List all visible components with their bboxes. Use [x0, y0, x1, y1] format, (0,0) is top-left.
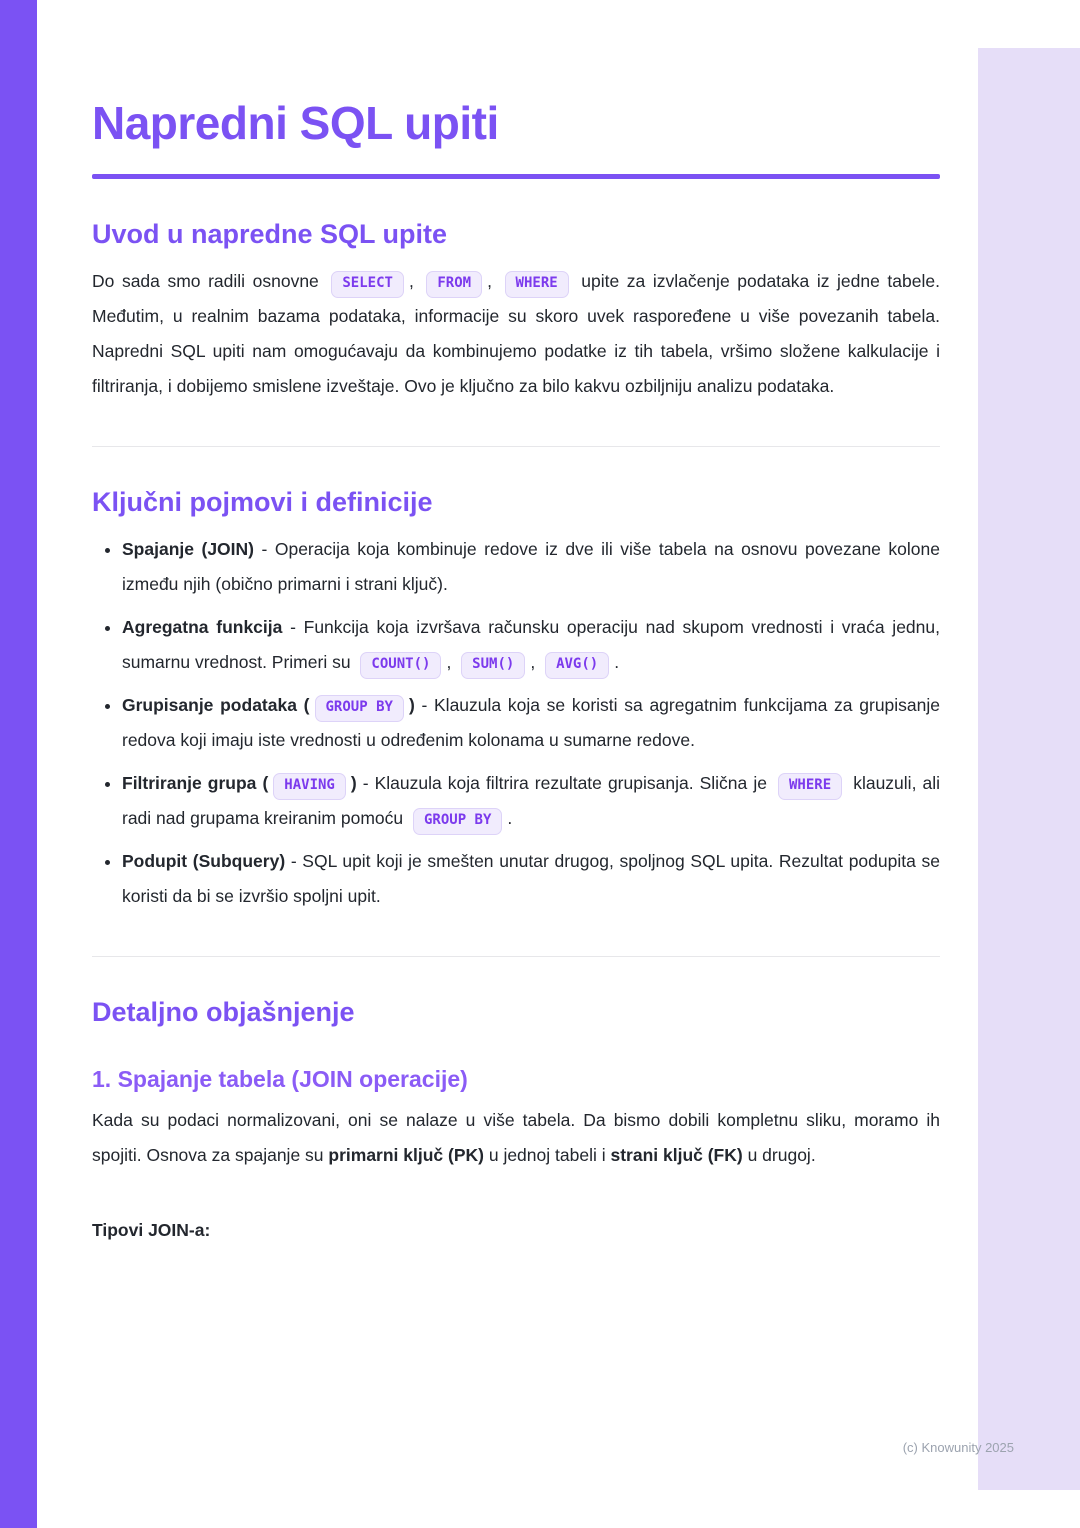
inline-code-chip: FROM	[426, 271, 482, 298]
inline-code-chip: GROUP BY	[315, 695, 404, 722]
text-segment: ,	[408, 271, 422, 291]
text-segment: u drugoj.	[742, 1145, 816, 1165]
text-segment: ,	[530, 652, 541, 672]
inline-code-chip: WHERE	[778, 773, 842, 800]
bold-text: Podupit (Subquery)	[122, 851, 286, 871]
content-area	[92, 0, 940, 1248]
text-segment: - Operacija koja kombinuje redove iz dve ili više tabela na osnovu povezane kolone između njih (obično primarni i strani ključ).	[122, 539, 940, 594]
term-item-grupisanje-podataka	[122, 688, 940, 758]
section-divider	[92, 446, 940, 447]
bold-text: strani ključ (FK)	[610, 1145, 743, 1165]
text-segment: - Klauzula koja filtrira rezultate grupisanja. Slična je	[356, 773, 773, 793]
details-paragraph	[92, 1103, 940, 1173]
term-item-podupit	[122, 844, 940, 914]
page-title: Napredni SQL upiti	[92, 97, 499, 149]
text-segment: .	[507, 808, 513, 828]
section-divider	[92, 956, 940, 957]
title-rule	[92, 174, 940, 179]
subsection-heading-join: 1. Spajanje tabela (JOIN operacije)	[92, 1066, 468, 1092]
inline-code-chip: AVG()	[545, 652, 609, 679]
bold-text: )	[350, 773, 357, 793]
term-item-spajanje	[122, 532, 940, 602]
term-item-filtriranje-grupa	[122, 766, 940, 836]
bold-text: )	[408, 695, 415, 715]
bold-text: Spajanje (JOIN)	[122, 539, 254, 559]
section-heading-detaljno: Detaljno objašnjenje	[92, 997, 355, 1027]
section-heading-uvod: Uvod u napredne SQL upite	[92, 219, 448, 249]
text-segment: ,	[446, 652, 457, 672]
text-segment: Do sada smo radili osnovne	[92, 271, 327, 291]
inline-code-chip: HAVING	[273, 773, 346, 800]
text-segment: upite za izvlačenje podataka iz jedne tabele. Međutim, u realnim bazama podataka, informacije su skoro uvek raspoređene u više povezanih tabela. Napredni SQL upiti nam omogućavaju da kombinujemo podatke iz tih tabela, vršimo složene kalkulacije i filtriranja, i dobijemo smislene izveštaje. Ovo je ključno za bilo kakvu ozbiljniju analizu podataka.	[92, 271, 940, 396]
text-segment: .	[614, 652, 620, 672]
bold-text: Filtriranje grupa (	[122, 773, 269, 793]
tipovi-join-label: Tipovi JOIN-a:	[92, 1220, 211, 1240]
bold-text: Grupisanje podataka (	[122, 695, 310, 715]
text-segment: ,	[487, 271, 500, 291]
text-segment: u jednoj tabeli i	[483, 1145, 611, 1165]
terms-list	[92, 532, 940, 914]
copyright-footer: (c) Knowunity 2025	[902, 1440, 1014, 1455]
inline-code-chip: SELECT	[331, 271, 404, 298]
bold-text: Agregatna funkcija	[122, 617, 283, 637]
inline-code-chip: GROUP BY	[413, 808, 502, 835]
inline-code-chip: WHERE	[505, 271, 569, 298]
inline-code-chip: COUNT()	[360, 652, 441, 679]
term-item-agregatna-funkcija	[122, 610, 940, 680]
bold-text: primarni ključ (PK)	[328, 1145, 484, 1165]
text-segment: - Funkcija koja izvršava računsku operaciju nad skupom vrednosti i vraća jednu, sumarnu vrednost. Primeri su	[122, 617, 940, 672]
text-segment: Kada su podaci normalizovani, oni se nalaze u više tabela. Da bismo dobili kompletnu sliku, moramo ih spojiti. Osnova za spajanje su	[92, 1110, 940, 1165]
inline-code-chip: SUM()	[461, 652, 525, 679]
section-heading-pojmovi: Ključni pojmovi i definicije	[92, 487, 433, 517]
text-segment: klauzuli, ali radi nad grupama kreiranim pomoću	[122, 773, 940, 828]
right-accent-stripe	[978, 48, 1080, 1490]
intro-paragraph	[92, 264, 940, 404]
text-segment: - Klauzula koja se koristi sa agregatnim funkcijama za grupisanje redova koji imaju iste vrednosti u određenim kolonama u sumarne redove.	[122, 695, 941, 750]
left-accent-stripe	[0, 0, 37, 1528]
text-segment: - SQL upit koji je smešten unutar drugog, spoljnog SQL upita. Rezultat podupita se koristi da bi se izvršio spoljni upit.	[122, 851, 940, 906]
